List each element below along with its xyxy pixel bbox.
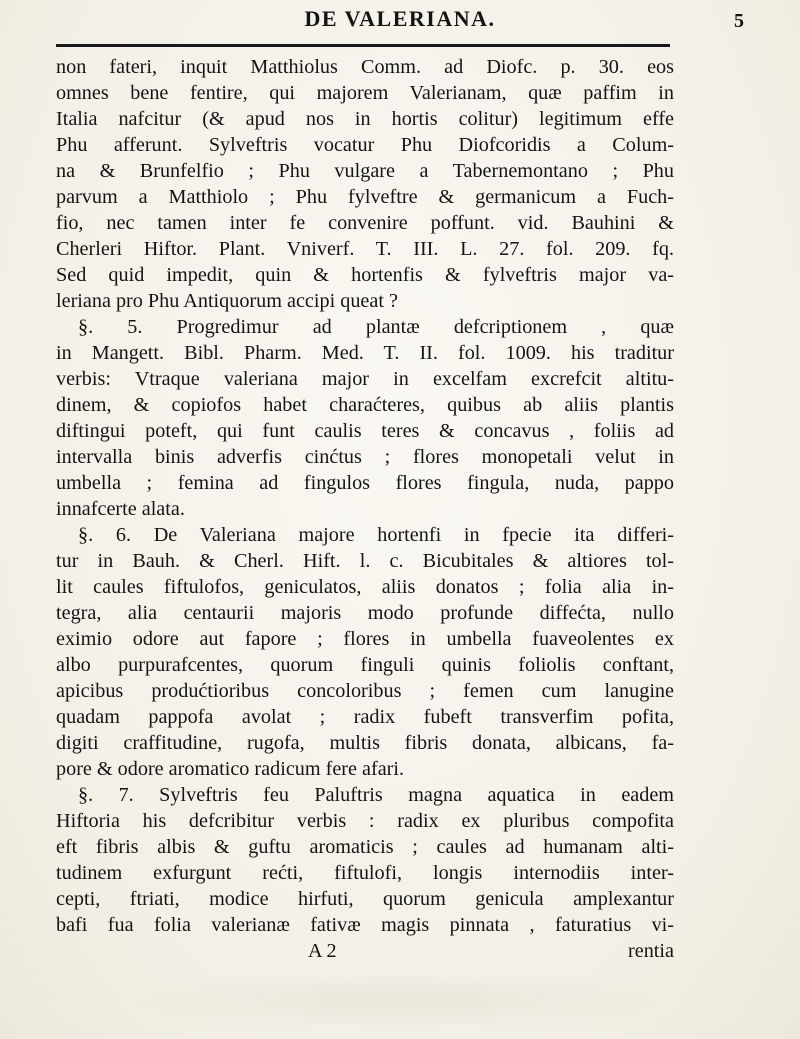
text-line: Hiftoria his defcribitur verbis : radix ex pluribus compofita xyxy=(56,810,674,832)
text-line: cepti, ftriati, modice hirfuti, quorum genicula amplexantur xyxy=(56,888,674,910)
paper-stain xyxy=(120,970,680,1030)
page-footer-line xyxy=(56,938,674,964)
text-line: in Mangett. Bibl. Pharm. Med. T. II. fol. 1009. his traditur xyxy=(56,342,674,364)
text-line: Italia nafcitur (& apud nos in hortis colitur) legitimum effe xyxy=(56,108,674,130)
text-line: Sed quid impedit, quin & hortenfis & fylveftris major va- xyxy=(56,264,674,286)
text-line: bafi fua folia valerianæ fativæ magis pinnata , faturatius vi- xyxy=(56,914,674,936)
text-line: parvum a Matthiolo ; Phu fylveftre & germanicum a Fuch- xyxy=(56,186,674,208)
text-line: fio, nec tamen inter fe convenire poffunt. vid. Bauhini & xyxy=(56,212,674,234)
text-line: eximio odore aut fapore ; flores in umbella fuaveolentes ex xyxy=(56,628,674,650)
text-line: na & Brunfelfio ; Phu vulgare a Tabernemontano ; Phu xyxy=(56,160,674,182)
paragraph-start: §. 7. Sylveftris feu Paluftris magna aquatica in eadem xyxy=(78,784,674,806)
text-line: eft fibris albis & guftu aromaticis ; caules ad humanam alti- xyxy=(56,836,674,858)
paragraph-start: §. 5. Progredimur ad plantæ defcriptionem , quæ xyxy=(78,316,674,338)
running-title: DE VALERIANA. xyxy=(304,6,496,31)
text-line: intervalla binis adverfis cinćtus ; flores monopetali velut in xyxy=(56,446,674,468)
text-line: leriana pro Phu Antiquorum accipi queat ? xyxy=(56,290,398,312)
text-line: non fateri, inquit Matthiolus Comm. ad Diofc. p. 30. eos xyxy=(56,56,674,78)
text-line: verbis: Vtraque valeriana major in excelfam excrefcit altitu- xyxy=(56,368,674,390)
page-number: 5 xyxy=(734,10,744,32)
header-rule xyxy=(56,44,670,47)
text-line: tegra, alia centaurii majoris modo profunde diffećta, nullo xyxy=(56,602,674,624)
paragraph-start: §. 6. De Valeriana majore hortenfi in fpecie ita differi- xyxy=(78,524,674,546)
text-line: digiti craffitudine, rugofa, multis fibris donata, albicans, fa- xyxy=(56,732,674,754)
text-line: diftingui poteft, qui funt caulis teres & concavus , foliis ad xyxy=(56,420,674,442)
text-line: umbella ; femina ad fingulos flores fingula, nuda, pappo xyxy=(56,472,674,494)
catchword: rentia xyxy=(628,940,674,962)
text-line: omnes bene fentire, qui majorem Valerianam, quæ paffim in xyxy=(56,82,674,104)
text-line: Cherleri Hiftor. Plant. Vniverf. T. III. L. 27. fol. 209. fq. xyxy=(56,238,674,260)
text-line: lit caules fiftulofos, geniculatos, aliis donatos ; folia alia in- xyxy=(56,576,674,598)
text-line: tur in Bauh. & Cherl. Hift. l. c. Bicubitales & altiores tol- xyxy=(56,550,674,572)
signature-mark: A 2 xyxy=(308,940,337,962)
text-line: quadam pappofa avolat ; radix fubeft transverfim pofita, xyxy=(56,706,674,728)
text-line: innafcerte alata. xyxy=(56,498,185,520)
text-line: albo purpurafcentes, quorum finguli quinis foliolis conftant, xyxy=(56,654,674,676)
text-line: dinem, & copiofos habet charaćteres, quibus ab aliis plantis xyxy=(56,394,674,416)
text-line: pore & odore aromatico radicum fere afari. xyxy=(56,758,405,780)
text-line: tudinem exfurgunt rećti, fiftulofi, longis internodiis inter- xyxy=(56,862,674,884)
body-text xyxy=(56,54,674,964)
text-line: Phu afferunt. Sylveftris vocatur Phu Diofcoridis a Colum- xyxy=(56,134,674,156)
text-line: apicibus produćtioribus concoloribus ; femen cum lanugine xyxy=(56,680,674,702)
